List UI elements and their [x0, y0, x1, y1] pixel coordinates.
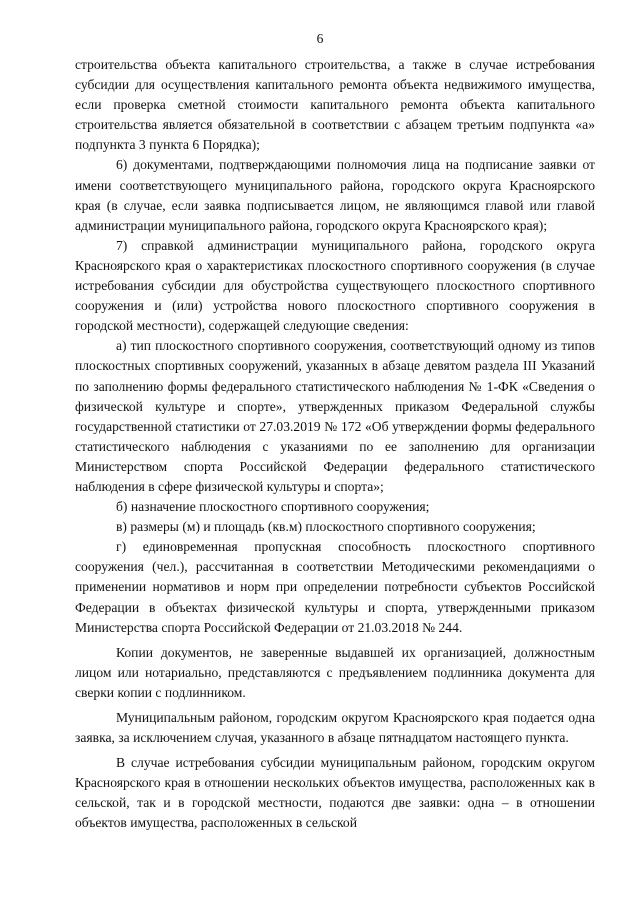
paragraph-one-application: Муниципальным районом, городским округом Красноярского края подается одна заявка, за исключением случая, указанного в абзаце пятнадцатом настоящего пункта.	[75, 710, 595, 746]
paragraph-two-applications: В случае истребования субсидии муниципальным районом, городским округом Красноярского края в отношении нескольких объектов имущества, расположенных как в сельской, так и в городской местности, подаются две заявки: одна – в отношении объектов имущества, расположенных в сельской	[75, 755, 595, 831]
paragraph-subitem-a: а) тип плоскостного спортивного сооружения, соответствующий одному из типов плоскостных спортивных сооружений, указанных в абзаце девятом раздела III Указаний по заполнению формы федерального статистического наблюдения № 1-ФК «Сведения о физической культуре и спорте», утвержденных приказом Федеральной службы государственной статистики от 27.03.2019 № 172 «Об утверждении формы федерального статистического наблюдения с указаниями по ее заполнению для организации Министерством спорта Российской Федерации федерального статистического наблюдения в сфере физической культуры и спорта»;	[75, 338, 595, 494]
paragraph-item-7: 7) справкой администрации муниципального района, городского округа Красноярского края о характеристиках плоскостного спортивного сооружения (в случае истребования субсидии для обустройства существующего плоскостного спортивного сооружения и (или) устройства нового плоскостного спортивного сооружения в городской местности), содержащей следующие сведения:	[75, 237, 595, 334]
paragraph-item-6: 6) документами, подтверждающими полномочия лица на подписание заявки от имени соответствующего муниципального района, городского округа Красноярского края (в случае, если заявка подписывается лицом, не являющимся главой или главой администрации муниципального района, городского округа Красноярского края);	[75, 157, 595, 233]
paragraph-continuation: строительства объекта капитального строительства, а также в случае истребования субсидии для осуществления капитального ремонта объекта недвижимого имущества, если проверка сметной стоимости капитального ремонта объекта капитального строительства является обязательной в соответствии с абзацем третьим подпункта «а» подпункта 3 пункта 6 Порядка);	[75, 57, 595, 153]
page-number: 6	[316, 31, 324, 46]
document-body	[75, 55, 595, 834]
paragraph-subitem-g: г) единовременная пропускная способность плоскостного спортивного сооружения (чел.), рассчитанная в соответствии Методическими рекомендациями о применении нормативов и норм при определении потребности субъектов Российской Федерации в объектах физической культуры и спорта, утвержденными приказом Министерства спорта Российской Федерации от 21.03.2018 № 244.	[75, 539, 595, 635]
paragraph-subitem-v: в) размеры (м) и площадь (кв.м) плоскостного спортивного сооружения;	[116, 519, 536, 535]
paragraph-subitem-b: б) назначение плоскостного спортивного сооружения;	[116, 499, 430, 515]
paragraph-copies: Копии документов, не заверенные выдавшей их организацией, должностным лицом или нотариально, представляются с предъявлением подлинника документа для сверки копии с подлинником.	[75, 644, 595, 700]
